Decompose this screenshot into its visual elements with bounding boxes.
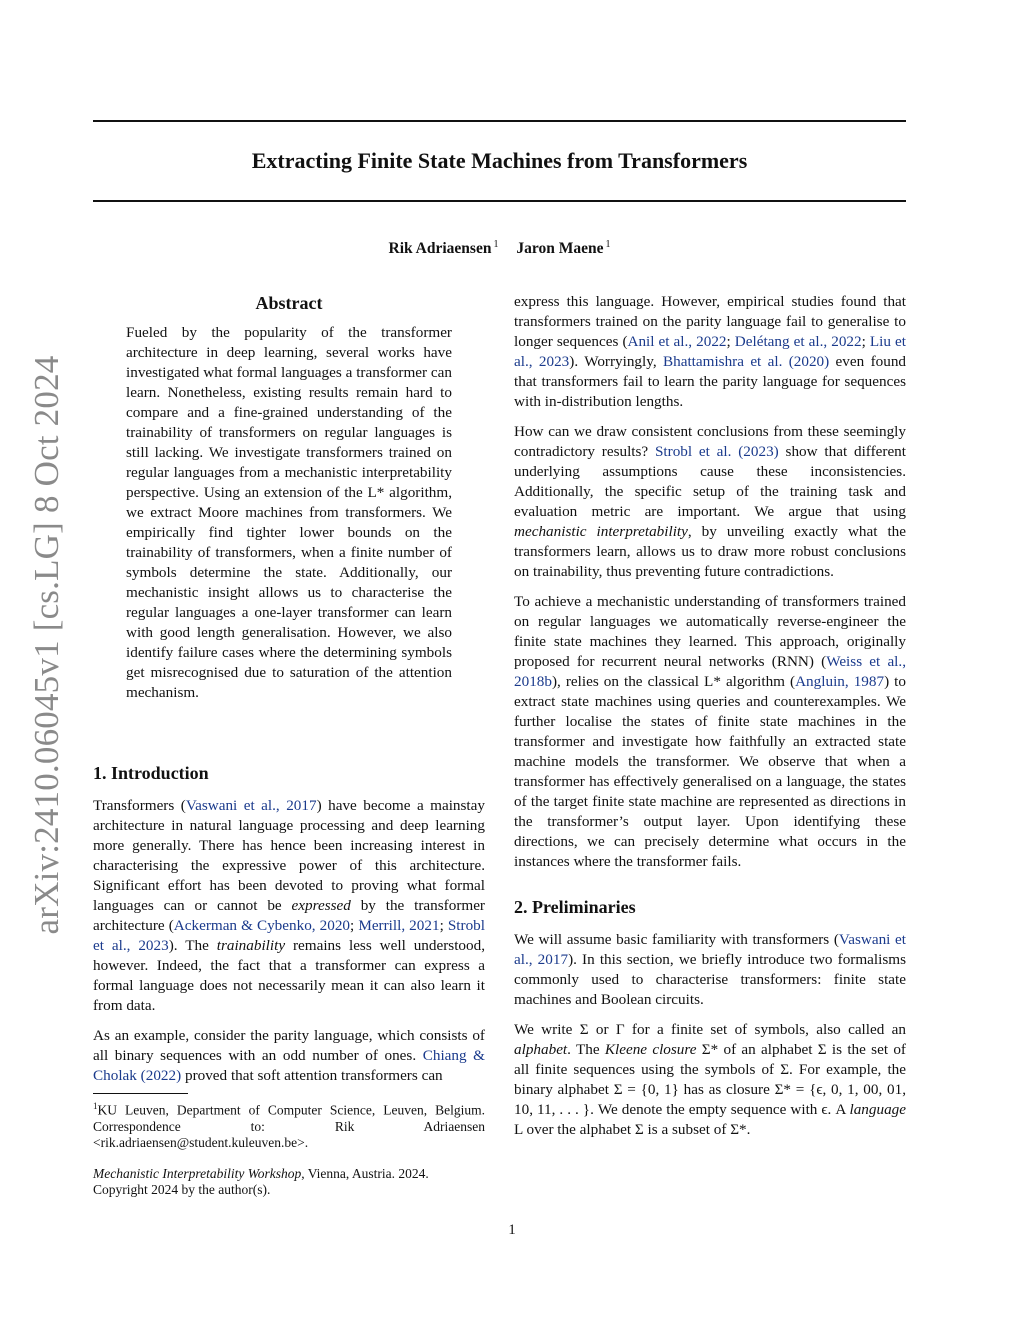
- citation-link[interactable]: Weiss et al., 2018b: [514, 653, 906, 690]
- abstract-section: [126, 292, 452, 713]
- preliminaries-heading: 2. Preliminaries: [514, 897, 636, 917]
- citation-link[interactable]: Chiang & Cholak (2022): [93, 1047, 486, 1084]
- author-1: [389, 240, 499, 257]
- citation-link[interactable]: Strobl et al. (2023): [654, 443, 779, 460]
- right-paragraph-2: How can we draw consistent conclusions from these seemingly contradictory results? Strobl et al. (2023) show that different underlying assumptions cause these inconsistencies. Additionally, the specific setup of the training task and evaluation metric are important. We argue that using mechanistic interpretability, by unveiling exactly what the transformers learn, allows us to draw more robust conclusions on trainability, thus preventing future contradictions.: [514, 423, 907, 580]
- workshop-notice: [93, 1166, 485, 1198]
- footnote-text: KU Leuven, Department of Computer Science, Leuven, Belgium. Correspondence to: Rik Adriaensen <rik.adriaensen@student.kuleuven.be>.: [93, 1102, 485, 1150]
- workshop-venue: Mechanistic Interpretability Workshop: [93, 1166, 302, 1181]
- footnote-rule: [93, 1093, 188, 1094]
- abstract-heading: Abstract: [255, 293, 323, 313]
- title-top-rule: [93, 120, 906, 122]
- prelim-paragraph-1: We will assume basic familiarity with transformers (Vaswani et al., 2017). In this section, we briefly introduce two formalisms commonly used to characterise transformers: finite state machines and Boolean circuits.: [514, 931, 906, 1008]
- citation-link[interactable]: Strobl et al., 2023: [93, 917, 485, 954]
- emphasis: mechanistic interpretability: [514, 523, 688, 540]
- emphasis: language: [849, 1101, 906, 1118]
- intro-heading: 1. Introduction: [93, 763, 209, 783]
- left-column: [93, 762, 485, 1096]
- intro-paragraph-2: As an example, consider the parity language, which consists of all binary sequences with an odd number of ones. Chiang & Cholak (2022) proved that soft attention transformers can: [93, 1027, 486, 1084]
- right-paragraph-1: express this language. However, empirical studies found that transformers trained on the parity language fail to generalise to longer sequences (Anil et al., 2022; Delétang et al., 2022; Liu et al., 2023). Worryingly, Bhattamishra et al. (2020) even found that transformers fail to learn the parity language for sequences with in-distribution lengths.: [514, 293, 907, 410]
- page-number: 1: [508, 1222, 516, 1238]
- intro-paragraph-1: Transformers (Vaswani et al., 2017) have become a mainstay architecture in natural language processing and deep learning more generally. There has hence been increasing interest in characterising the expressive power of this architecture. Significant effort has been devoted to proving what formal languages can or cannot be expressed by the transformer architecture (Ackerman & Cybenko, 2020; Merrill, 2021; Strobl et al., 2023). The trainability remains less well understood, however. Indeed, the fact that a transformer can express a formal language does not necessarily mean it can also learn it from data.: [93, 797, 486, 1014]
- affiliation-footnote: [93, 1098, 485, 1151]
- citation-link[interactable]: Delétang et al., 2022: [734, 333, 862, 350]
- author-affil-mark: 1: [493, 239, 499, 250]
- citation-link[interactable]: Angluin, 1987: [795, 673, 885, 690]
- author-name: Jaron Maene: [516, 240, 604, 258]
- citation-link[interactable]: Vaswani et al., 2017: [185, 797, 317, 814]
- emphasis: alphabet: [514, 1041, 568, 1058]
- paper-title: Extracting Finite State Machines from Transformers: [251, 148, 748, 173]
- citation-link[interactable]: Anil et al., 2022: [627, 333, 727, 350]
- citation-link[interactable]: Ackerman & Cybenko, 2020: [173, 917, 351, 934]
- footnote-mark: 1: [93, 1101, 98, 1111]
- right-column: [514, 292, 906, 1150]
- emphasis: trainability: [216, 937, 286, 954]
- title-bottom-rule: [93, 200, 906, 202]
- right-paragraph-3: To achieve a mechanistic understanding of transformers trained on regular languages we automatically reverse-engineer the finite state machines they learned. This approach, originally proposed for recurrent neural networks (RNN) (Weiss et al., 2018b), relies on the classical L* algorithm (Angluin, 1987) to extract state machines using queries and counterexamples. We further localise the states of finite state machines in the transformer and investigate how faithfully an extracted state machine models the transformer. We observe that when a transformer has effectively generalised on a language, the states of the target finite state machine are represented as directions in the transformer’s output layer. Upon identifying these directions, we can precisely determine what occurs in the instances where the transformer fails.: [514, 593, 906, 870]
- author-2: [516, 240, 610, 257]
- author-affil-mark: 1: [605, 239, 611, 250]
- arxiv-watermark: arXiv:2410.06045v1 [cs.LG] 8 Oct 2024: [27, 355, 66, 935]
- prelim-paragraph-2: We write Σ or Γ for a finite set of symbols, also called an alphabet. The Kleene closure Σ* of an alphabet Σ is the set of all finite sequences using the symbols of Σ. For example, the binary alphabet Σ = {0, 1} has as closure Σ* = {ϵ, 0, 1, 00, 01, 10, 11, . . . }. We denote the empty sequence with ϵ. A language L over the alphabet Σ is a subset of Σ*.: [514, 1021, 906, 1138]
- workshop-details: , Vienna, Austria. 2024. Copyright 2024 by the author(s).: [93, 1166, 429, 1197]
- citation-link[interactable]: Liu et al., 2023: [514, 333, 906, 370]
- author-list: [93, 234, 906, 260]
- citation-link[interactable]: Vaswani et al., 2017: [514, 931, 906, 968]
- citation-link[interactable]: Bhattamishra et al. (2020): [663, 353, 830, 370]
- abstract-text: Fueled by the popularity of the transformer architecture in deep learning, several works have investigated what formal languages a transformer can learn. Nonetheless, existing results remain hard to compare and a fine-grained understanding of the trainability of transformers on regular languages is still lacking. We investigate transformers trained on regular languages from a mechanistic interpretability perspective. Using an extension of the L* algorithm, we extract Moore machines from transformers. We empirically find tighter lower bounds on the trainability of transformers, when a finite number of symbols determine the state. Additionally, our mechanistic insight allows us to characterise the regular languages a one-layer transformer can learn with good length generalisation. However, we also identify failure cases where the determining symbols get misrecognised due to saturation of the attention mechanism.: [126, 324, 452, 701]
- emphasis: Kleene closure: [604, 1041, 697, 1058]
- citation-link[interactable]: Merrill, 2021: [358, 917, 440, 934]
- author-name: Rik Adriaensen: [388, 240, 492, 258]
- emphasis: expressed: [291, 897, 351, 914]
